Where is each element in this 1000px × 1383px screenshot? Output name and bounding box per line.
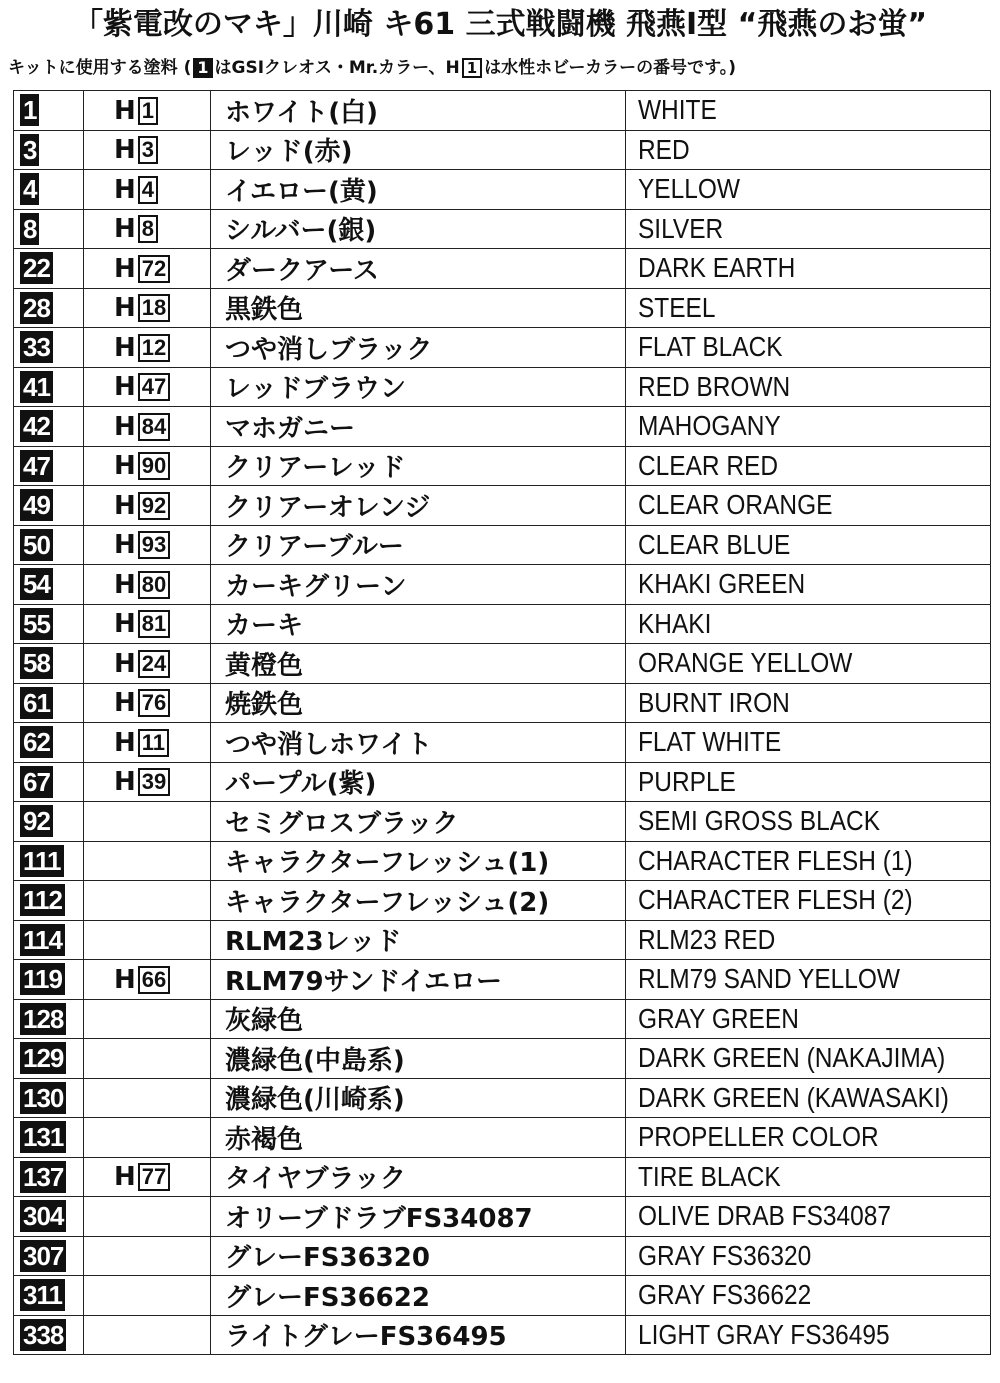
english-color-name-text: GRAY FS36320 [637, 1239, 811, 1271]
english-color-name-text: GRAY GREEN [637, 1002, 798, 1034]
aqueous-number-badge: 84 [138, 413, 170, 441]
mr-color-number-badge: 130 [20, 1082, 66, 1114]
mr-color-cell [14, 446, 84, 486]
aqueous-color-cell [84, 328, 211, 368]
mr-color-number-badge: 41 [20, 371, 53, 403]
english-color-name-text: LIGHT GRAY FS36495 [637, 1318, 889, 1350]
english-color-name [626, 920, 962, 960]
mr-color-number-badge: 338 [20, 1319, 66, 1351]
english-color-name [626, 486, 962, 526]
english-color-name-text: GRAY FS36622 [637, 1279, 811, 1311]
mr-color-number-badge: 304 [20, 1200, 66, 1232]
legend-gsi-text: はGSIクレオス・Mr.カラー、H [214, 58, 460, 78]
aqueous-example-badge: 1 [462, 58, 482, 78]
english-color-name-text: TIRE BLACK [637, 1160, 780, 1192]
japanese-color-name: カーキ [211, 604, 626, 644]
mr-color-cell [14, 367, 84, 407]
japanese-color-name: RLM23レッド [211, 920, 626, 960]
aqueous-color-cell [84, 288, 211, 328]
japanese-color-name: グレーFS36622 [211, 1276, 626, 1316]
mr-color-number-badge: 50 [20, 529, 53, 561]
aqueous-number-badge: 76 [138, 689, 170, 717]
english-color-name-text: DARK GREEN (NAKAJIMA) [637, 1042, 945, 1074]
mr-color-number-badge: 3 [20, 134, 39, 166]
table-row [14, 723, 991, 763]
mr-color-number-badge: 67 [20, 766, 53, 798]
aqueous-color-cell [84, 91, 211, 131]
aqueous-number-badge: 93 [138, 531, 170, 559]
mr-color-number-badge: 58 [20, 647, 53, 679]
aqueous-prefix: H [114, 569, 136, 600]
aqueous-color-cell [84, 1276, 211, 1316]
table-row [14, 841, 991, 881]
mr-color-number-badge: 62 [20, 726, 53, 758]
aqueous-number-badge: 39 [138, 768, 170, 796]
japanese-color-name: 濃緑色(中島系) [211, 1039, 626, 1079]
aqueous-prefix: H [114, 767, 136, 797]
english-color-name [626, 1315, 962, 1355]
aqueous-color-cell [84, 1118, 211, 1158]
english-color-name-text: CHARACTER FLESH (1) [637, 844, 912, 876]
english-color-name-text: CLEAR BLUE [637, 528, 790, 560]
mr-color-number-badge: 47 [20, 450, 53, 482]
mr-color-cell [14, 920, 84, 960]
aqueous-number-badge: 90 [138, 452, 170, 480]
japanese-color-name: イエロー(黄) [211, 170, 626, 210]
mr-color-cell [14, 170, 84, 210]
aqueous-number-badge: 24 [138, 650, 170, 678]
table-row [14, 367, 991, 407]
english-color-name [626, 802, 962, 842]
english-color-name-text: RLM79 SAND YELLOW [637, 963, 900, 995]
aqueous-color-cell [84, 881, 211, 921]
mr-color-cell [14, 841, 84, 881]
aqueous-prefix: H [114, 372, 136, 402]
table-row [14, 130, 991, 170]
mr-color-cell [14, 762, 84, 802]
english-color-name-text: BURNT IRON [637, 686, 789, 718]
mr-color-number-badge: 42 [20, 410, 53, 442]
aqueous-color-cell [84, 604, 211, 644]
mr-color-number-badge: 1 [20, 94, 39, 126]
aqueous-prefix: H [114, 530, 136, 560]
table-row [14, 644, 991, 684]
aqueous-color-cell [84, 170, 211, 210]
aqueous-prefix: H [114, 1162, 136, 1192]
english-color-name [626, 604, 962, 644]
english-color-name [626, 1078, 962, 1118]
english-color-name-text: PURPLE [637, 765, 735, 797]
mr-color-cell [14, 1039, 84, 1079]
table-row [14, 1276, 991, 1316]
table-row [14, 525, 991, 565]
aqueous-color-cell [84, 920, 211, 960]
table-row [14, 1078, 991, 1118]
aqueous-number-badge: 66 [138, 966, 170, 994]
mr-color-number-badge: 61 [20, 687, 53, 719]
aqueous-color-cell [84, 1315, 211, 1355]
english-color-name-text: PROPELLER COLOR [637, 1121, 878, 1153]
aqueous-prefix: H [114, 293, 136, 323]
english-color-name-text: CLEAR RED [637, 449, 778, 481]
aqueous-prefix: H [114, 253, 136, 284]
mr-color-number-badge: 92 [20, 805, 53, 837]
english-color-name [626, 525, 962, 565]
mr-color-cell [14, 249, 84, 289]
aqueous-number-badge: 18 [138, 294, 170, 322]
mr-color-number-badge: 131 [20, 1121, 66, 1153]
aqueous-color-cell [84, 841, 211, 881]
aqueous-prefix: H [114, 688, 136, 718]
japanese-color-name: ダークアース [211, 249, 626, 289]
aqueous-color-cell [84, 644, 211, 684]
english-color-name [626, 960, 962, 1000]
aqueous-prefix: H [114, 135, 136, 165]
english-color-name [626, 1276, 962, 1316]
aqueous-prefix: H [114, 727, 136, 758]
aqueous-color-cell [84, 249, 211, 289]
japanese-color-name: つや消しブラック [211, 328, 626, 368]
mr-color-cell [14, 1315, 84, 1355]
table-row [14, 802, 991, 842]
mr-color-number-badge: 49 [20, 489, 53, 521]
english-color-name [626, 999, 962, 1039]
english-color-name-text: KHAKI GREEN [637, 568, 805, 600]
aqueous-number-badge: 8 [138, 215, 158, 243]
mr-color-number-badge: 8 [20, 213, 39, 245]
mr-color-cell [14, 683, 84, 723]
mr-color-number-badge: 111 [20, 845, 64, 877]
paint-table [13, 90, 991, 1355]
aqueous-prefix: H [114, 451, 136, 481]
aqueous-color-cell [84, 1157, 211, 1197]
table-row [14, 683, 991, 723]
english-color-name-text: RED [637, 133, 689, 165]
english-color-name-text: STEEL [637, 291, 715, 323]
mr-color-cell [14, 565, 84, 605]
english-color-name [626, 644, 962, 684]
aqueous-color-cell [84, 486, 211, 526]
english-color-name-text: WHITE [637, 94, 716, 126]
aqueous-color-cell [84, 1197, 211, 1237]
english-color-name [626, 881, 962, 921]
aqueous-color-cell [84, 1078, 211, 1118]
japanese-color-name: 灰緑色 [211, 999, 626, 1039]
table-row [14, 91, 991, 131]
english-color-name [626, 565, 962, 605]
japanese-color-name: タイヤブラック [211, 1157, 626, 1197]
aqueous-prefix: H [114, 609, 136, 639]
aqueous-number-badge: 47 [138, 373, 170, 401]
english-color-name-text: OLIVE DRAB FS34087 [637, 1200, 891, 1232]
japanese-color-name: レッドブラウン [211, 367, 626, 407]
japanese-color-name: クリアーオレンジ [211, 486, 626, 526]
mr-color-number-badge: 311 [20, 1279, 65, 1311]
aqueous-prefix: H [114, 411, 136, 442]
mr-color-number-badge: 28 [20, 292, 53, 324]
english-color-name [626, 91, 962, 131]
table-row [14, 249, 991, 289]
table-row [14, 328, 991, 368]
aqueous-color-cell [84, 960, 211, 1000]
table-row [14, 1157, 991, 1197]
mr-color-number-badge: 112 [20, 884, 65, 916]
aqueous-prefix: H [114, 174, 136, 205]
table-row [14, 881, 991, 921]
table-row [14, 1315, 991, 1355]
table-row [14, 407, 991, 447]
mr-color-cell [14, 407, 84, 447]
aqueous-prefix: H [114, 648, 136, 679]
japanese-color-name: 黒鉄色 [211, 288, 626, 328]
table-row [14, 565, 991, 605]
english-color-name [626, 723, 962, 763]
english-color-name [626, 1236, 962, 1276]
japanese-color-name: キャラクターフレッシュ(2) [211, 881, 626, 921]
aqueous-number-badge: 72 [138, 255, 170, 283]
table-row [14, 446, 991, 486]
japanese-color-name: キャラクターフレッシュ(1) [211, 841, 626, 881]
mr-color-cell [14, 1276, 84, 1316]
aqueous-number-badge: 4 [138, 176, 158, 204]
aqueous-prefix: H [114, 332, 136, 363]
aqueous-prefix: H [114, 964, 136, 995]
aqueous-number-badge: 12 [138, 334, 170, 362]
table-row [14, 920, 991, 960]
japanese-color-name: 赤褐色 [211, 1118, 626, 1158]
japanese-color-name: 黄橙色 [211, 644, 626, 684]
english-color-name [626, 1157, 962, 1197]
aqueous-number-badge: 1 [138, 97, 158, 125]
mr-color-cell [14, 486, 84, 526]
mr-color-cell [14, 130, 84, 170]
mr-color-number-badge: 119 [20, 963, 65, 995]
aqueous-color-cell [84, 367, 211, 407]
english-color-name-text: YELLOW [637, 173, 739, 205]
aqueous-color-cell [84, 762, 211, 802]
table-row [14, 960, 991, 1000]
mr-color-cell [14, 644, 84, 684]
mr-color-cell [14, 723, 84, 763]
english-color-name [626, 407, 962, 447]
mr-color-cell [14, 1236, 84, 1276]
table-row [14, 170, 991, 210]
mr-color-number-badge: 114 [20, 924, 65, 956]
mr-color-cell [14, 881, 84, 921]
english-color-name [626, 1197, 962, 1237]
english-color-name [626, 762, 962, 802]
mr-color-cell [14, 209, 84, 249]
english-color-name-text: ORANGE YELLOW [637, 647, 852, 679]
english-color-name-text: MAHOGANY [637, 410, 780, 442]
aqueous-color-cell [84, 565, 211, 605]
mr-color-cell [14, 999, 84, 1039]
english-color-name-text: SILVER [637, 212, 723, 244]
aqueous-color-cell [84, 446, 211, 486]
english-color-name [626, 288, 962, 328]
english-color-name [626, 249, 962, 289]
japanese-color-name: 焼鉄色 [211, 683, 626, 723]
english-color-name [626, 683, 962, 723]
mr-color-cell [14, 288, 84, 328]
aqueous-number-badge: 92 [138, 492, 170, 520]
aqueous-color-cell [84, 802, 211, 842]
mr-color-cell [14, 91, 84, 131]
mr-color-cell [14, 1078, 84, 1118]
aqueous-color-cell [84, 683, 211, 723]
aqueous-color-cell [84, 525, 211, 565]
aqueous-color-cell [84, 407, 211, 447]
table-row [14, 1039, 991, 1079]
paint-table-body [14, 91, 991, 1355]
aqueous-color-cell [84, 1236, 211, 1276]
english-color-name-text: DARK EARTH [637, 252, 795, 284]
japanese-color-name: パープル(紫) [211, 762, 626, 802]
aqueous-color-cell [84, 999, 211, 1039]
english-color-name [626, 1118, 962, 1158]
aqueous-prefix: H [114, 490, 136, 521]
mr-color-number-badge: 22 [20, 252, 53, 284]
table-row [14, 288, 991, 328]
legend-aqueous-text: は水性ホビーカラーの番号です。) [484, 58, 737, 78]
mr-color-number-badge: 54 [20, 568, 53, 600]
mr-color-number-badge: 129 [20, 1042, 66, 1074]
english-color-name [626, 367, 962, 407]
mr-color-cell [14, 328, 84, 368]
gsi-example-badge: 1 [193, 58, 212, 78]
mr-color-number-badge: 307 [20, 1240, 66, 1272]
aqueous-number-badge: 77 [138, 1163, 170, 1191]
japanese-color-name: シルバー(銀) [211, 209, 626, 249]
table-row [14, 604, 991, 644]
mr-color-cell [14, 1157, 84, 1197]
english-color-name [626, 446, 962, 486]
english-color-name-text: DARK GREEN (KAWASAKI) [637, 1081, 948, 1113]
mr-color-cell [14, 1118, 84, 1158]
table-row [14, 1236, 991, 1276]
english-color-name [626, 170, 962, 210]
aqueous-color-cell [84, 209, 211, 249]
mr-color-cell [14, 802, 84, 842]
japanese-color-name: カーキグリーン [211, 565, 626, 605]
japanese-color-name: クリアーレッド [211, 446, 626, 486]
aqueous-number-badge: 11 [138, 729, 169, 757]
aqueous-color-cell [84, 1039, 211, 1079]
aqueous-number-badge: 80 [138, 571, 170, 599]
english-color-name-text: RLM23 RED [637, 923, 775, 955]
japanese-color-name: RLM79サンドイエロー [211, 960, 626, 1000]
english-color-name-text: FLAT WHITE [637, 726, 781, 758]
aqueous-prefix: H [114, 95, 136, 126]
japanese-color-name: ライトグレーFS36495 [211, 1315, 626, 1355]
aqueous-number-badge: 81 [138, 610, 170, 638]
table-row [14, 762, 991, 802]
japanese-color-name: ホワイト(白) [211, 91, 626, 131]
english-color-name-text: CHARACTER FLESH (2) [637, 884, 912, 916]
mr-color-number-badge: 55 [20, 608, 53, 640]
document-title: 「紫電改のマキ」川崎 キ61 三式戦闘機 飛燕Ⅰ型 “飛燕のお蛍” [72, 7, 928, 42]
mr-color-number-badge: 33 [20, 331, 53, 363]
table-row [14, 486, 991, 526]
english-color-name [626, 1039, 962, 1079]
table-row [14, 1118, 991, 1158]
mr-color-cell [14, 525, 84, 565]
english-color-name-text: RED BROWN [637, 370, 790, 402]
mr-color-number-badge: 4 [20, 173, 39, 205]
english-color-name [626, 209, 962, 249]
mr-color-cell [14, 960, 84, 1000]
aqueous-number-badge: 3 [138, 136, 158, 164]
japanese-color-name: グレーFS36320 [211, 1236, 626, 1276]
aqueous-prefix: H [114, 214, 136, 244]
paint-legend-note [8, 56, 736, 80]
aqueous-color-cell [84, 130, 211, 170]
table-row [14, 209, 991, 249]
japanese-color-name: つや消しホワイト [211, 723, 626, 763]
mr-color-number-badge: 128 [20, 1003, 66, 1035]
legend-prefix: キットに使用する塗料 ( [8, 58, 192, 78]
english-color-name [626, 328, 962, 368]
table-row [14, 999, 991, 1039]
english-color-name [626, 130, 962, 170]
english-color-name-text: KHAKI [637, 607, 711, 639]
english-color-name-text: CLEAR ORANGE [637, 489, 832, 521]
mr-color-cell [14, 604, 84, 644]
japanese-color-name: 濃緑色(川崎系) [211, 1078, 626, 1118]
english-color-name-text: FLAT BLACK [637, 331, 782, 363]
aqueous-color-cell [84, 723, 211, 763]
japanese-color-name: セミグロスブラック [211, 802, 626, 842]
japanese-color-name: マホガニー [211, 407, 626, 447]
japanese-color-name: レッド(赤) [211, 130, 626, 170]
english-color-name-text: SEMI GROSS BLACK [637, 805, 880, 837]
table-row [14, 1197, 991, 1237]
japanese-color-name: クリアーブルー [211, 525, 626, 565]
mr-color-number-badge: 137 [20, 1161, 66, 1193]
english-color-name [626, 841, 962, 881]
japanese-color-name: オリーブドラブFS34087 [211, 1197, 626, 1237]
mr-color-cell [14, 1197, 84, 1237]
